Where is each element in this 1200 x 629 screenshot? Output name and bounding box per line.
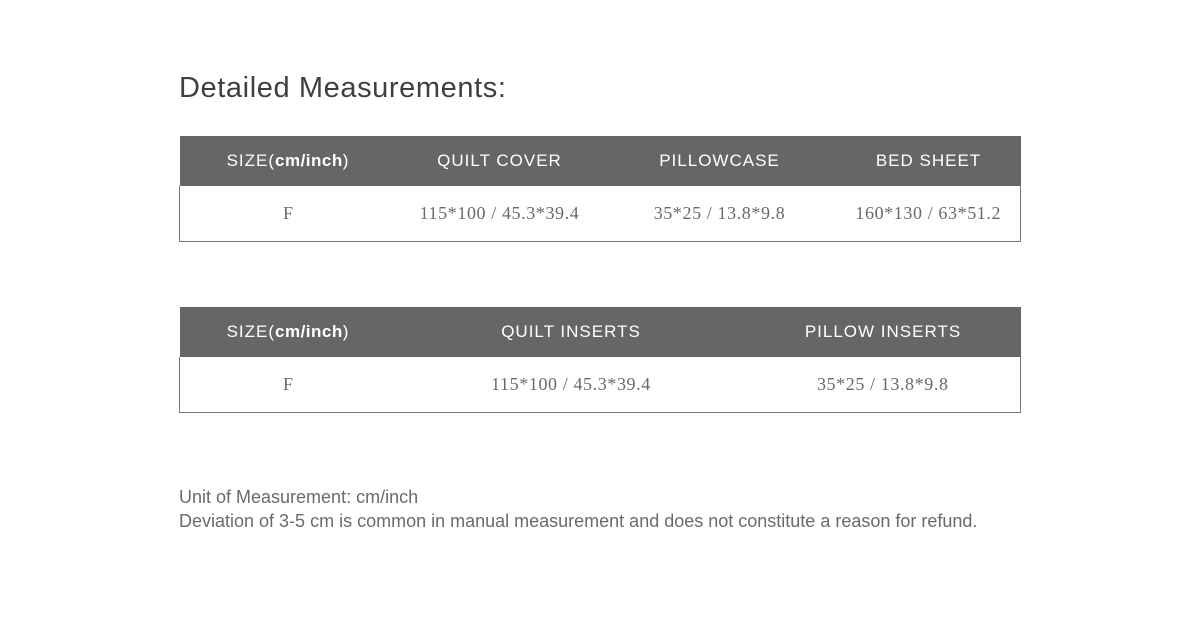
table-row [180,186,1021,242]
table-header-row [180,307,1021,357]
header-size [180,136,397,186]
header-size-suffix: ) [342,322,350,341]
cell-size: F [282,374,294,394]
deviation-note: Deviation of 3-5 cm is common in manual measurement and does not constitute a reason for refund. [179,511,978,531]
table-row [180,357,1021,413]
header-size-prefix: SIZE( [226,322,276,341]
measurement-notes [179,485,1079,533]
header-quilt-inserts: QUILT INSERTS [397,307,746,357]
unit-note: Unit of Measurement: cm/inch [179,487,419,507]
header-pillow-inserts: PILLOW INSERTS [746,307,1021,357]
cell-size: F [282,203,294,223]
cell-bed-sheet: 160*130 / 63*51.2 [855,203,1002,223]
header-bed-sheet: BED SHEET [837,136,1021,186]
cell-pillow-inserts: 35*25 / 13.8*9.8 [816,374,949,394]
measurements-table-bedding [179,136,1021,242]
table-header-row [180,136,1021,186]
header-size-prefix: SIZE( [226,151,276,170]
header-size-unit: cm/inch [275,151,343,170]
header-size [180,307,397,357]
header-quilt-cover: QUILT COVER [397,136,603,186]
page-title: Detailed Measurements: [179,72,507,104]
header-size-unit: cm/inch [275,322,343,341]
measurements-table-inserts [179,307,1021,413]
header-pillowcase: PILLOWCASE [603,136,837,186]
cell-quilt-inserts: 115*100 / 45.3*39.4 [491,374,651,394]
header-size-suffix: ) [342,151,350,170]
cell-pillowcase: 35*25 / 13.8*9.8 [653,203,786,223]
cell-quilt-cover: 115*100 / 45.3*39.4 [419,203,580,223]
